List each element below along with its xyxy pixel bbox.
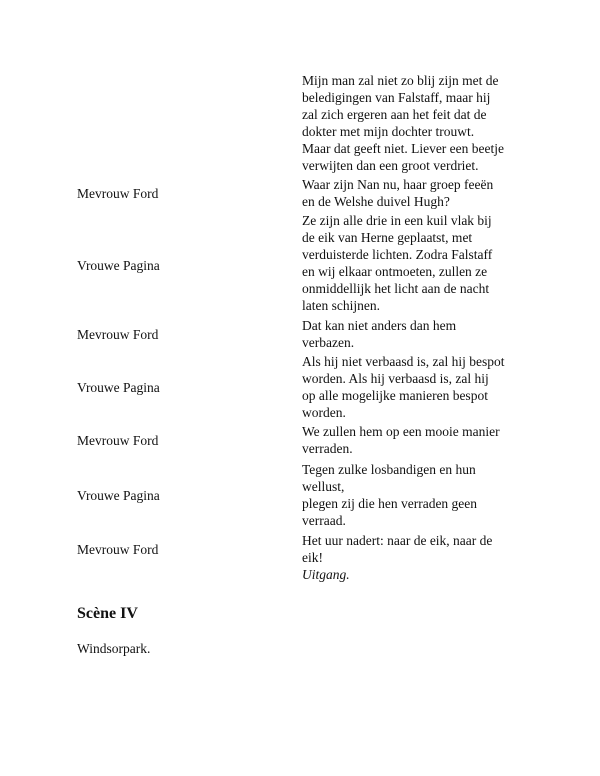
speaker-name: Mevrouw Ford xyxy=(77,327,159,342)
speech-line: verwijten dan een groot verdriet. xyxy=(302,158,479,173)
speaker-name: Vrouwe Pagina xyxy=(77,258,160,273)
speech-line: Waar zijn Nan nu, haar groep feeën xyxy=(302,177,494,192)
speech-line: beledigingen van Falstaff, maar hij xyxy=(302,90,491,105)
speech-line: en de Welshe duivel Hugh? xyxy=(302,194,450,209)
speech-text xyxy=(302,532,534,583)
speech-line: eik! xyxy=(302,550,323,565)
speech-line: Tegen zulke losbandigen en hun xyxy=(302,462,476,477)
speech-text xyxy=(302,212,534,314)
speech-line: laten schijnen. xyxy=(302,298,380,313)
scene-location: Windsorpark. xyxy=(77,641,151,656)
stage-direction: Uitgang. xyxy=(302,567,350,582)
speaker-name: Vrouwe Pagina xyxy=(77,488,160,503)
speech-line: op alle mogelijke manieren bespot xyxy=(302,388,488,403)
speech-text xyxy=(302,461,534,529)
speech-line: Als hij niet verbaasd is, zal hij bespot xyxy=(302,354,505,369)
speech-line: en wij elkaar ontmoeten, zullen ze xyxy=(302,264,488,279)
speech-line: onmiddellijk het licht aan de nacht xyxy=(302,281,490,296)
speaker-name: Mevrouw Ford xyxy=(77,433,159,448)
speech-line: Mijn man zal niet zo blij zijn met de xyxy=(302,73,499,88)
speaker-name: Vrouwe Pagina xyxy=(77,380,160,395)
speech-line: plegen zij die hen verraden geen xyxy=(302,496,478,511)
speech-line: We zullen hem op een mooie manier xyxy=(302,424,500,439)
speech-line: zal zich ergeren aan het feit dat de xyxy=(302,107,487,122)
scene-heading: Scène IV xyxy=(77,605,138,622)
speech-line: Het uur nadert: naar de eik, naar de xyxy=(302,533,493,548)
speech-text xyxy=(302,353,534,421)
speech-line: Dat kan niet anders dan hem xyxy=(302,318,457,333)
speaker-name: Mevrouw Ford xyxy=(77,186,159,201)
speaker-name: Mevrouw Ford xyxy=(77,542,159,557)
speech-line: worden. xyxy=(302,405,346,420)
speech-text xyxy=(302,176,534,210)
speech-text xyxy=(302,317,534,351)
speech-line: verraden. xyxy=(302,441,353,456)
speech-line: Maar dat geeft niet. Liever een beetje xyxy=(302,141,505,156)
speech-line: wellust, xyxy=(302,479,345,494)
speech-line: Ze zijn alle drie in een kuil vlak bij xyxy=(302,213,492,228)
speech-text xyxy=(302,423,534,457)
speech-line: verraad. xyxy=(302,513,346,528)
speech-line: worden. Als hij verbaasd is, zal hij xyxy=(302,371,489,386)
speech-line: verbazen. xyxy=(302,335,355,350)
speech-line: verduisterde lichten. Zodra Falstaff xyxy=(302,247,493,262)
speech-line: de eik van Herne geplaatst, met xyxy=(302,230,473,245)
speech-line: dokter met mijn dochter trouwt. xyxy=(302,124,475,139)
speech-text xyxy=(302,72,534,174)
